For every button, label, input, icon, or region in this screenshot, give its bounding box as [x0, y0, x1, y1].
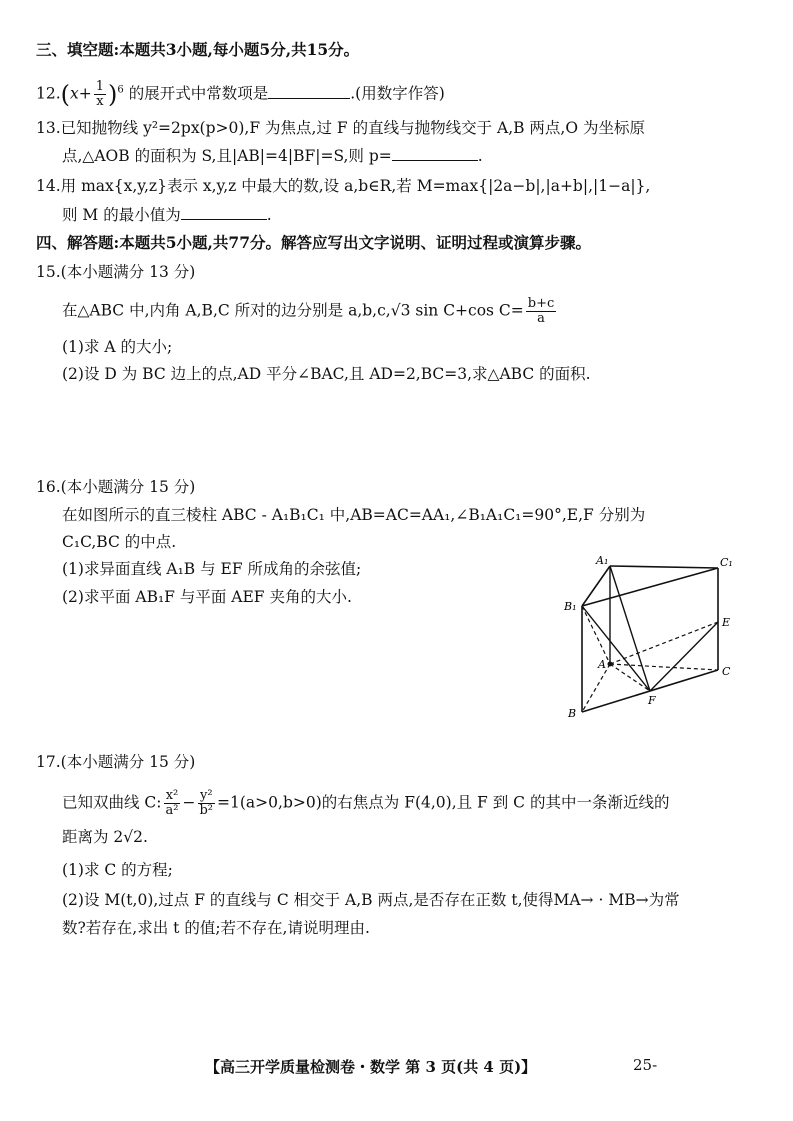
edge-b1-c1 [582, 568, 718, 606]
q14-line2 [62, 205, 272, 225]
q15-stem-text: 在△ABC 中,内角 A,B,C 所对的边分别是 a,b,c,√3 sin C+cos C= [62, 301, 524, 320]
label-a1: A₁ [596, 554, 609, 567]
page-code: 25- [633, 1056, 658, 1074]
q12-exponent: 6 [117, 84, 124, 96]
q17-f1-num: x² [165, 788, 179, 803]
q13-line2 [62, 146, 483, 166]
q17-part2-line2: 数?若存在,求出 t 的值;若不存在,请说明理由. [62, 919, 370, 937]
label-c: C [722, 665, 731, 678]
q16-stem2: C₁C,BC 的中点. [62, 533, 177, 551]
q15-title: 15.(本小题满分 13 分) [36, 263, 196, 281]
section3-heading: 三、填空题:本题共3小题,每小题5分,共15分。 [36, 40, 360, 59]
q14-line1: 14.用 max{x,y,z}表示 x,y,z 中最大的数,设 a,b∈R,若 M=max{|2a−b|,|a+b|,|1−a|}, [36, 177, 651, 195]
q15-fraction [526, 297, 557, 326]
q13-answer-blank[interactable] [392, 146, 478, 161]
q15-part1: (1)求 A 的大小; [62, 338, 173, 356]
q17-frac1 [164, 789, 181, 818]
edge-a-c [610, 664, 718, 670]
q17-f2-num: y² [199, 788, 213, 803]
q17-title: 17.(本小题满分 15 分) [36, 753, 196, 771]
q17-stem [62, 789, 669, 818]
label-a: A [598, 658, 606, 671]
q14-answer-blank[interactable] [181, 205, 267, 220]
label-e: E [722, 616, 731, 629]
q12-text: 的展开式中常数项是 [128, 84, 269, 103]
q12-answer-blank[interactable] [268, 84, 350, 99]
q15-frac-den: a [537, 311, 545, 326]
q12-tail: .(用数字作答) [350, 84, 445, 103]
page-footer: 【高三开学质量检测卷・数学 第 3 页(共 4 页)】 [205, 1058, 537, 1076]
q16-title: 16.(本小题满分 15 分) [36, 478, 196, 496]
q15-part2: (2)设 D 为 BC 边上的点,AD 平分∠BAC,且 AD=2,BC=3,求△ABC 的面积. [62, 365, 591, 383]
section4-heading: 四、解答题:本题共5小题,共77分。解答应写出文字说明、证明过程或演算步骤。 [36, 233, 591, 252]
q17-part2-line1: (2)设 M(t,0),过点 F 的直线与 C 相交于 A,B 两点,是否存在正数 t,使得MA→ · MB→为常 [62, 891, 680, 909]
q16-part1: (1)求异面直线 A₁B 与 EF 所成角的余弦值; [62, 560, 362, 578]
q13-line2-end: . [477, 147, 483, 165]
edge-a-e [610, 622, 718, 664]
q17-f1-den: a² [165, 803, 179, 818]
q12-expr: x+ [70, 84, 92, 103]
q12-fraction [94, 80, 106, 109]
q17-minus: − [182, 793, 196, 812]
q12-number: 12. [36, 84, 61, 103]
q17-part1: (1)求 C 的方程; [62, 861, 173, 879]
q16-part2: (2)求平面 AB₁F 与平面 AEF 夹角的大小. [62, 588, 352, 606]
question-12 [36, 80, 445, 109]
edge-a-f [610, 664, 650, 691]
q14-line2-end: . [266, 206, 272, 224]
q12-open-paren: ( [60, 80, 71, 109]
q15-stem [62, 297, 558, 326]
edge-b1-f [582, 606, 650, 691]
q13-line2-text: 点,△AOB 的面积为 S,且|AB|=4|BF|=S,则 p= [62, 147, 392, 165]
edge-a1-f [610, 566, 650, 691]
q17-f2-den: b² [199, 803, 214, 818]
label-f: F [648, 694, 656, 707]
q17-frac2 [197, 789, 215, 818]
edge-a1-c1 [610, 566, 718, 568]
q13-line1: 13.已知抛物线 y²=2px(p>0),F 为焦点,过 F 的直线与抛物线交于 A,B 两点,O 为坐标原 [36, 119, 645, 137]
prism-figure [560, 552, 750, 722]
q15-frac-num: b+c [527, 296, 555, 311]
q17-stem-text: 已知双曲线 C: [62, 793, 162, 812]
label-b: B [568, 707, 577, 720]
q12-frac-den: x [96, 94, 104, 109]
q12-close-paren: ) [108, 80, 118, 109]
point-a [608, 662, 613, 667]
q17-stem-post: =1(a>0,b>0)的右焦点为 F(4,0),且 F 到 C 的其中一条渐近线的 [217, 793, 670, 812]
q14-line2-text: 则 M 的最小值为 [62, 206, 181, 224]
q17-stem2: 距离为 2√2. [62, 828, 148, 846]
q16-stem1: 在如图所示的直三棱柱 ABC - A₁B₁C₁ 中,AB=AC=AA₁,∠B₁A₁C₁=90°,E,F 分别为 [62, 506, 646, 524]
label-c1: C₁ [720, 556, 733, 569]
label-b1: B₁ [564, 600, 577, 613]
q12-frac-num: 1 [95, 79, 105, 94]
